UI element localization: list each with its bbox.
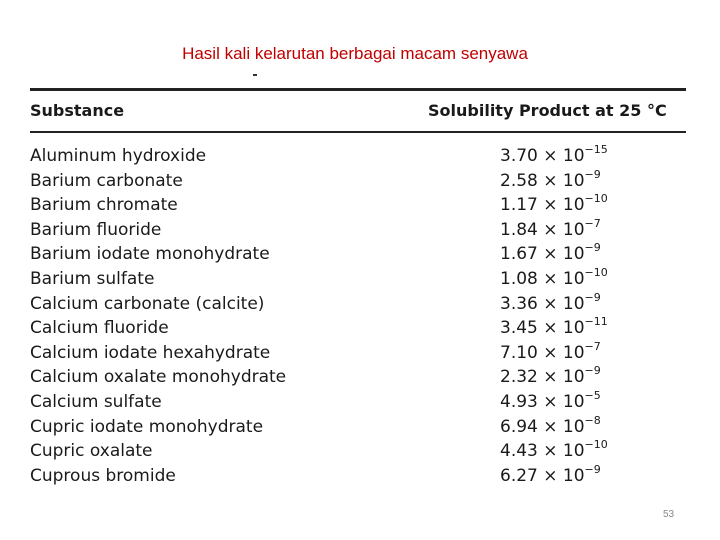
- ksp-mantissa: 4.43 × 10: [500, 441, 585, 462]
- table-row: [30, 462, 690, 491]
- ksp-exponent: −10: [584, 438, 608, 452]
- substance-name: Calcium iodate hexahydrate: [30, 342, 271, 363]
- ksp-mantissa: 1.08 × 10: [500, 268, 585, 289]
- page-number: 53: [663, 509, 675, 520]
- ksp-exponent: −5: [584, 388, 601, 402]
- ksp-mantissa: 1.67 × 10: [500, 244, 585, 265]
- solubility-product-value: [500, 192, 608, 216]
- ksp-exponent: −10: [584, 192, 608, 206]
- solubility-product-value: [500, 265, 608, 289]
- slide-title: Hasil kali kelarutan berbagai macam senyawa: [182, 44, 528, 63]
- substance-name: Calcium sulfate: [30, 391, 162, 412]
- header-substance: Substance: [30, 101, 125, 120]
- substance-name: Barium iodate monohydrate: [30, 244, 270, 265]
- substance-name: Barium sulfate: [30, 268, 155, 289]
- solubility-product-value: [500, 438, 608, 462]
- ksp-mantissa: 3.70 × 10: [500, 146, 585, 166]
- solubility-product-value: [500, 216, 601, 240]
- ksp-exponent: −9: [584, 167, 601, 181]
- substance-name: Barium chromate: [30, 195, 178, 216]
- solubility-product-value: [500, 315, 608, 339]
- ksp-mantissa: 2.58 × 10: [500, 170, 585, 191]
- substance-name: Barium fluoride: [30, 219, 162, 240]
- ksp-mantissa: 1.17 × 10: [500, 195, 585, 216]
- solubility-product-value: [500, 143, 608, 166]
- header-solubility-product: Solubility Product at 25 °C: [428, 101, 667, 120]
- ksp-exponent: −7: [584, 339, 601, 353]
- ksp-mantissa: 4.93 × 10: [500, 391, 585, 412]
- solubility-product-value: [500, 388, 601, 412]
- substance-name: Barium carbonate: [30, 170, 183, 191]
- ksp-exponent: −7: [584, 216, 601, 230]
- ksp-exponent: −9: [584, 290, 601, 304]
- solubility-product-value: [500, 241, 601, 265]
- ksp-exponent: −15: [584, 143, 608, 156]
- solubility-product-value: [500, 462, 601, 486]
- ksp-mantissa: 1.84 × 10: [500, 219, 585, 240]
- ksp-mantissa: 3.36 × 10: [500, 293, 585, 314]
- substance-name: Aluminum hydroxide: [30, 146, 207, 166]
- solubility-product-value: [500, 290, 601, 314]
- substance-name: Cupric oxalate: [30, 441, 153, 462]
- table-header-rule: [30, 131, 686, 133]
- substance-name: Calcium carbonate (calcite): [30, 293, 265, 314]
- substance-name: Cuprous bromide: [30, 465, 176, 486]
- solubility-product-value: [500, 364, 601, 388]
- ksp-exponent: −10: [584, 265, 608, 279]
- ksp-mantissa: 6.94 × 10: [500, 416, 585, 437]
- substance-name: Calcium fluoride: [30, 318, 169, 339]
- ksp-exponent: −8: [584, 413, 601, 427]
- ksp-exponent: −9: [584, 241, 601, 255]
- ksp-exponent: −9: [584, 462, 601, 476]
- solubility-product-value: [500, 413, 601, 437]
- ksp-mantissa: 7.10 × 10: [500, 342, 585, 363]
- substance-name: Calcium oxalate monohydrate: [30, 367, 287, 388]
- scan-tick-mark: [253, 74, 257, 76]
- solubility-product-value: [500, 167, 601, 191]
- substance-name: Cupric iodate monohydrate: [30, 416, 264, 437]
- solubility-product-value: [500, 339, 601, 363]
- ksp-exponent: −9: [584, 364, 601, 378]
- ksp-exponent: −11: [584, 315, 608, 329]
- table-top-rule: [30, 88, 686, 91]
- table-body: [30, 143, 690, 490]
- ksp-mantissa: 2.32 × 10: [500, 367, 585, 388]
- ksp-mantissa: 6.27 × 10: [500, 465, 585, 486]
- ksp-mantissa: 3.45 × 10: [500, 318, 585, 339]
